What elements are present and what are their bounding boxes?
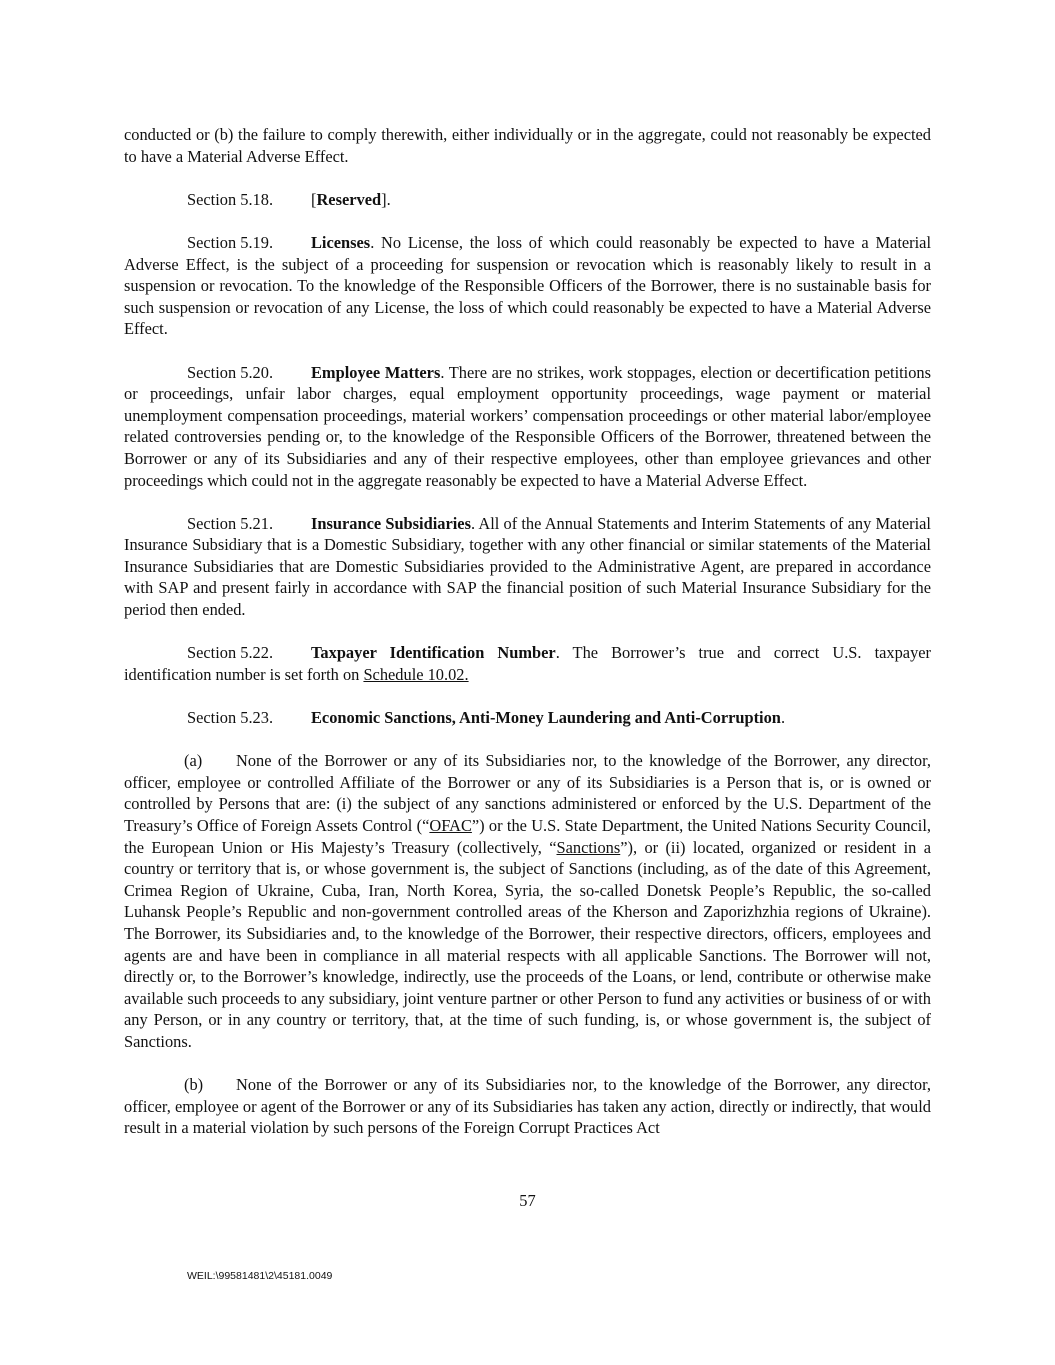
- paragraph-continuation: conducted or (b) the failure to comply therewith, either individually or in the aggregate, could not reasonably be expected to have a Material Adverse Effect.: [124, 125, 931, 166]
- section-number: Section 5.19.: [187, 232, 274, 252]
- section-number: Section 5.22.: [187, 643, 274, 663]
- clause-text: ”) or the U.S. State Department, the United Nations Security Council, the European Union or His Majesty’s Treasury (collectively, “: [124, 816, 931, 857]
- section-number: Section 5.23.: [187, 708, 274, 728]
- clause-text: None of the Borrower or any of its Subsidiaries nor, to the knowledge of the Borrower, any director, officer, employee or agent of the Borrower or any of its Subsidiaries has taken any action, directly or indirectly, that would result in a material violation by such persons of the Foreign Corrupt Practices Act: [124, 1075, 931, 1138]
- document-body: [124, 124, 931, 1161]
- bracket: [: [311, 189, 317, 209]
- schedule-reference: Schedule 10.02.: [363, 664, 469, 684]
- clause-label: (a): [184, 751, 203, 771]
- section-title: Reserved: [316, 189, 382, 209]
- section-5-18: [124, 189, 931, 211]
- bracket: ].: [381, 189, 391, 209]
- section-text: . All of the Annual Statements and Interim Statements of any Material Insurance Subsidiary that is a Domestic Subsidiary, together with any other financial or similar statements of the Material Insurance Subsidiaries that are Domestic Subsidiaries provided to the Administrative Agent, are prepared in accordance with SAP and present fairly in accordance with SAP the financial position of such Material Insurance Subsidiary for the period then ended.: [124, 513, 931, 620]
- section-number: Section 5.20.: [187, 362, 274, 382]
- clause-text: ”), or (ii) located, organized or resident in a country or territory that is, or whose government is, the subject of Sanctions (including, as of the date of this Agreement, Crimea Region of Ukraine, Cuba, Iran, North Korea, Syria, the so-called Donetsk People’s Republic, the so-called Luhansk People’s Republic and non-government controlled areas of the Kherson and Zaporizhzhia regions of Ukraine). The Borrower, its Subsidiaries and, to the knowledge of the Borrower, their respective directors, officers, employees and agents are and have been in compliance in all material respects with all applicable Sanctions. The Borrower will not, directly or, to the Borrower’s knowledge, indirectly, use the proceeds of the Loans, or lend, contribute or otherwise make available such proceeds to any subsidiary, joint venture partner or other Person to fund any activities or business of or with any Person, or in any country or territory, that, at the time of such funding, is, or whose government is, the subject of Sanctions.: [124, 837, 931, 1051]
- section-title: Licenses: [311, 232, 371, 252]
- section-title: Insurance Subsidiaries: [311, 513, 471, 533]
- period: .: [780, 708, 786, 728]
- section-text: . No License, the loss of which could reasonably be expected to have a Material Adverse Effect, is the subject of a proceeding for suspension or revocation which is reasonably likely to result in a suspension or revocation. To the knowledge of the Responsible Officers of the Borrower, there is no sustainable basis for such suspension or revocation of any License, the loss of which could reasonably be expected to have a Material Adverse Effect.: [124, 232, 931, 339]
- defined-term-ofac: OFAC: [429, 816, 472, 835]
- section-text: . There are no strikes, work stoppages, election or decertification petitions or proceedings, unfair labor charges, equal employment opportunity proceedings, wage payment or material unemployment compensation proceedings, material workers’ compensation proceedings or other material labor/employee related controversies pending or, to the knowledge of the Responsible Officers of the Borrower, threatened between the Borrower or any of its Subsidiaries and any of their respective employees, other than employee grievances and other proceedings which could not in the aggregate reasonably be expected to have a Material Adverse Effect.: [124, 362, 931, 490]
- section-5-22: [124, 642, 931, 685]
- clause-text: None of the Borrower or any of its Subsidiaries nor, to the knowledge of the Borrower, any director, officer, employee or controlled Affiliate of the Borrower or any of its Subsidiaries is a Person that is, or is owned or controlled by Persons that are: (i) the subject of any sanctions administered or enforced by the U.S. Department of the Treasury’s Office of Foreign Assets Control (“: [124, 751, 931, 835]
- section-text: . The Borrower’s true and correct U.S. taxpayer identification number is set forth on: [124, 643, 931, 684]
- footer-document-id: WEIL:\99581481\2\45181.0049: [187, 1270, 333, 1282]
- clause-b: [124, 1074, 931, 1139]
- section-title: Employee Matters: [311, 362, 441, 382]
- section-5-19: [124, 232, 931, 340]
- page-number: 57: [519, 1191, 536, 1210]
- section-title: Taxpayer Identification Number: [311, 643, 556, 663]
- section-5-23: [124, 707, 931, 729]
- section-5-20: [124, 362, 931, 492]
- section-title: Economic Sanctions, Anti-Money Laundering and Anti-Corruption: [311, 708, 781, 728]
- section-5-21: [124, 513, 931, 621]
- section-number: Section 5.21.: [187, 513, 274, 533]
- section-number: Section 5.18.: [187, 189, 274, 209]
- defined-term-sanctions: Sanctions: [556, 837, 621, 857]
- clause-a: [124, 750, 931, 1052]
- clause-label: (b): [184, 1075, 204, 1095]
